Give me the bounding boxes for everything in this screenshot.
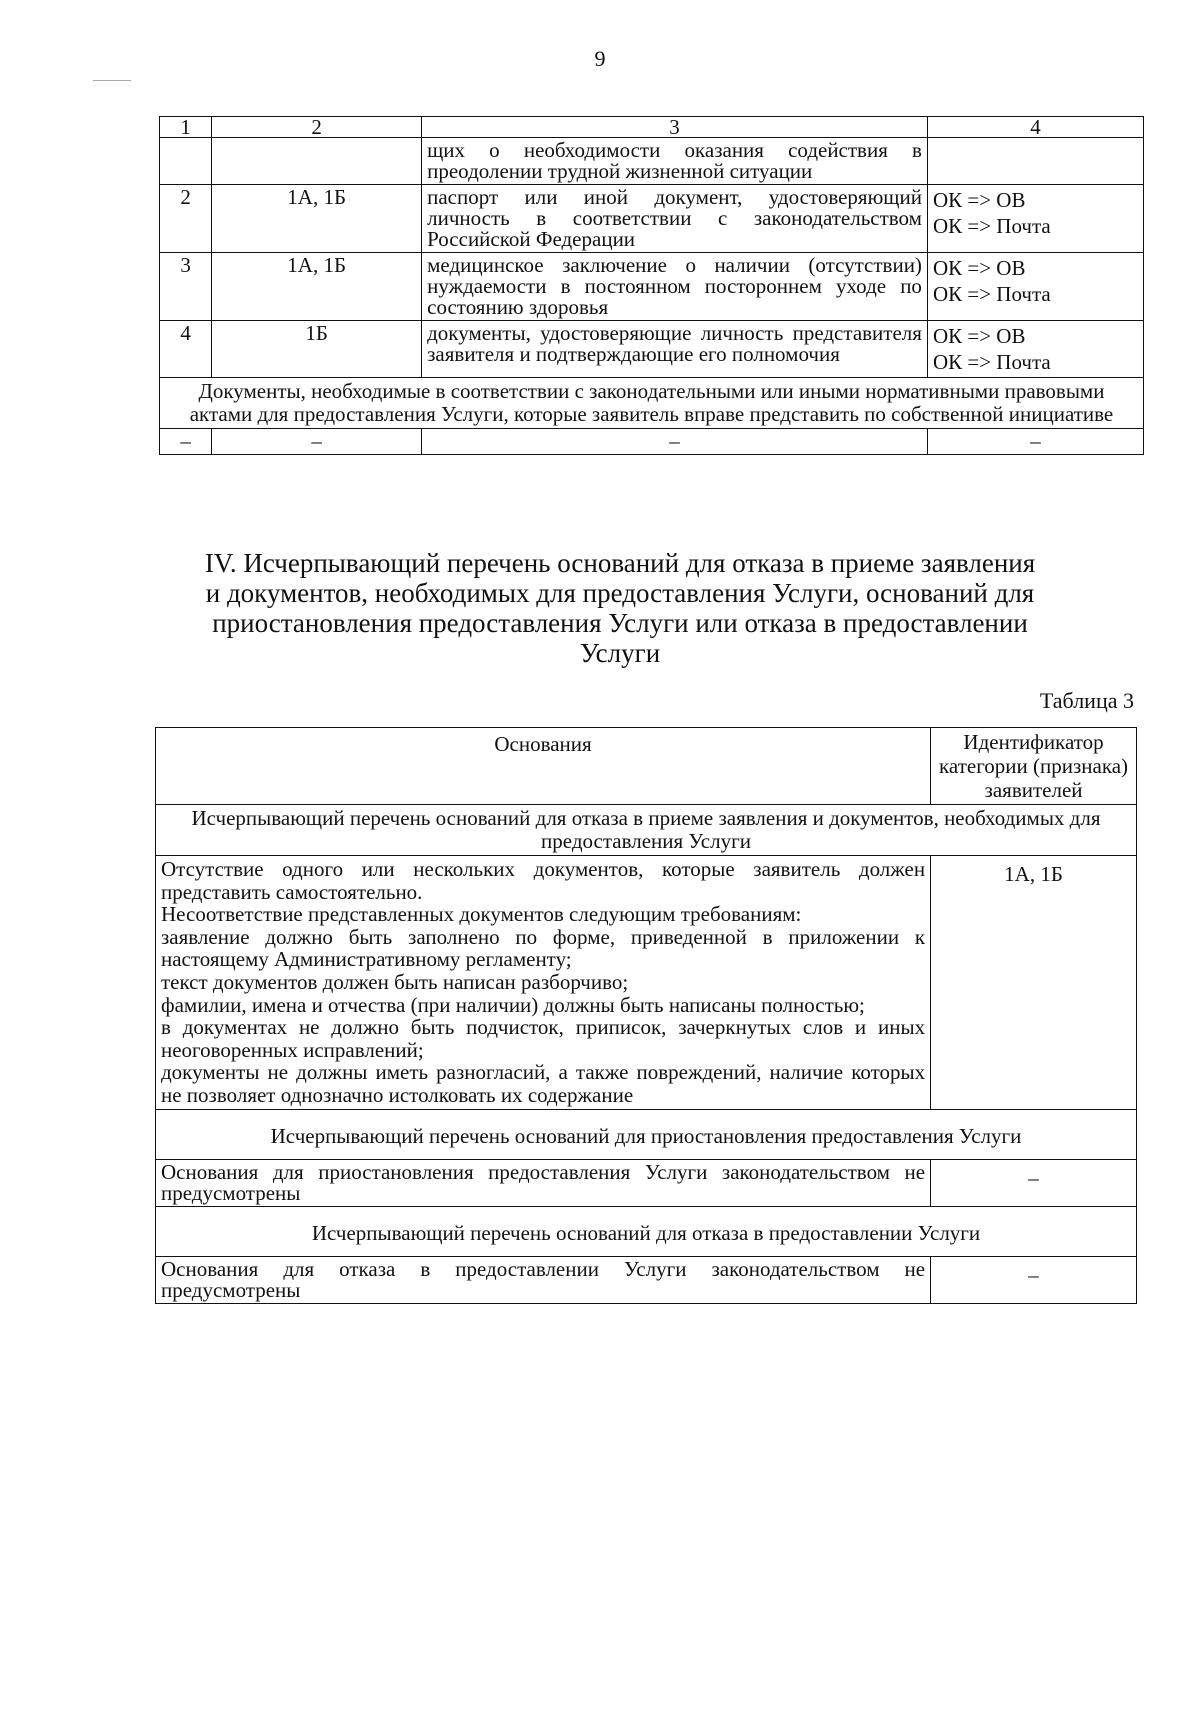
margin-dash-mark [93, 80, 131, 81]
table-header-row [156, 728, 1137, 805]
list-item: в документах не должно быть подчисток, приписок, зачеркнутых слов и иных неоговоренных исправлений; [161, 1015, 926, 1062]
submission-way: ОК => ОВ [932, 256, 1026, 280]
dash-cell: – [160, 429, 212, 455]
row-number: 4 [160, 321, 212, 378]
grounds-table [155, 727, 1137, 1304]
grounds-cell: Основания для отказа в предоставлении Услуги законодательством не предусмотрены [156, 1256, 931, 1303]
table-row [156, 1159, 1137, 1206]
table-row [160, 321, 1144, 378]
row-document: медицинское заключение о наличии (отсутствии) нуждаемости в постоянном постороннем уходе по состоянию здоровья [422, 253, 928, 321]
submission-way: ОК => Почта [932, 282, 1051, 306]
table-row [156, 1256, 1137, 1303]
header-cell: 4 [927, 117, 1143, 138]
dash-cell: – [212, 429, 422, 455]
table-label: Таблица 3 [1039, 688, 1134, 713]
table-row [160, 253, 1144, 321]
group-title: Исчерпывающий перечень оснований для отказа в приеме заявления и документов, необходимых для предоставления Услуги [156, 805, 1137, 856]
table-row [160, 138, 1144, 185]
header-cell: Основания [156, 728, 931, 805]
table-header-row [160, 117, 1144, 138]
section-title: IV. Исчерпывающий перечень оснований для отказа в приеме заявления и документов, необходимых для предоставления Услуги, оснований для приостановления предоставления Услуги или отказа в предоставлении Услуги [204, 548, 1036, 668]
table-span-row [160, 378, 1144, 429]
header-cell: 1 [160, 117, 212, 138]
dash-cell: – [927, 429, 1143, 455]
row-document: щих о необходимости оказания содействия в преодолении трудной жизненной ситуации [422, 138, 928, 185]
header-cell: 3 [422, 117, 928, 138]
group-title-row [156, 805, 1137, 856]
table-row [160, 429, 1144, 455]
list-item: заявление должно быть заполнено по форме, приведенной в приложении к настоящему Административному регламенту; [161, 924, 926, 972]
optional-documents-heading: Документы, необходимые в соответствии с законодательными или иными нормативными правовыми актами для предоставления Услуги, которые заявитель вправе представить по собственной инициативе [160, 378, 1144, 429]
list-item: текст документов должен быть написан разборчиво; [161, 969, 629, 994]
row-ways [927, 138, 1143, 185]
documents-table [159, 116, 1144, 455]
header-cell: Идентификатор категории (признака) заявителей [931, 728, 1137, 805]
row-category [212, 138, 422, 185]
table-row [160, 185, 1144, 253]
category-cell: – [931, 1159, 1137, 1206]
group-title-row [156, 1109, 1137, 1159]
refusal-grounds-list [156, 856, 931, 1110]
category-cell: – [931, 1256, 1137, 1303]
row-number: 2 [160, 185, 212, 253]
page-number: 9 [594, 46, 606, 71]
header-cell: 2 [212, 117, 422, 138]
list-item: фамилии, имена и отчества (при наличии) должны быть написаны полностью; [161, 992, 865, 1017]
list-item: документы не должны иметь разногласий, а также повреждений, наличие которых не позволяет однозначно истолковать их содержание [161, 1060, 926, 1107]
submission-way: ОК => ОВ [932, 324, 1026, 348]
table-row [156, 856, 1137, 1110]
group-title-row [156, 1206, 1137, 1256]
dash-cell: – [422, 429, 928, 455]
row-ways [927, 185, 1143, 253]
submission-way: ОК => Почта [932, 214, 1051, 238]
row-ways [927, 321, 1143, 378]
row-category: 1Б [212, 321, 422, 378]
row-ways [927, 253, 1143, 321]
list-item: Несоответствие представленных документов следующим требованиям: [161, 902, 802, 927]
row-document: паспорт или иной документ, удостоверяющий личность в соответствии с законодательством Российской Федерации [422, 185, 928, 253]
category-cell: 1А, 1Б [931, 856, 1137, 1110]
row-number: 3 [160, 253, 212, 321]
group-title: Исчерпывающий перечень оснований для приостановления предоставления Услуги [156, 1109, 1137, 1159]
row-category: 1А, 1Б [212, 185, 422, 253]
list-item: Отсутствие одного или нескольких документов, которые заявитель должен представить самостоятельно. [161, 857, 926, 904]
submission-way: ОК => ОВ [932, 188, 1026, 212]
grounds-cell: Основания для приостановления предоставления Услуги законодательством не предусмотрены [156, 1159, 931, 1206]
submission-way: ОК => Почта [932, 350, 1051, 374]
row-number [160, 138, 212, 185]
group-title: Исчерпывающий перечень оснований для отказа в предоставлении Услуги [156, 1206, 1137, 1256]
row-category: 1А, 1Б [212, 253, 422, 321]
row-document: документы, удостоверяющие личность представителя заявителя и подтверждающие его полномочия [422, 321, 928, 378]
